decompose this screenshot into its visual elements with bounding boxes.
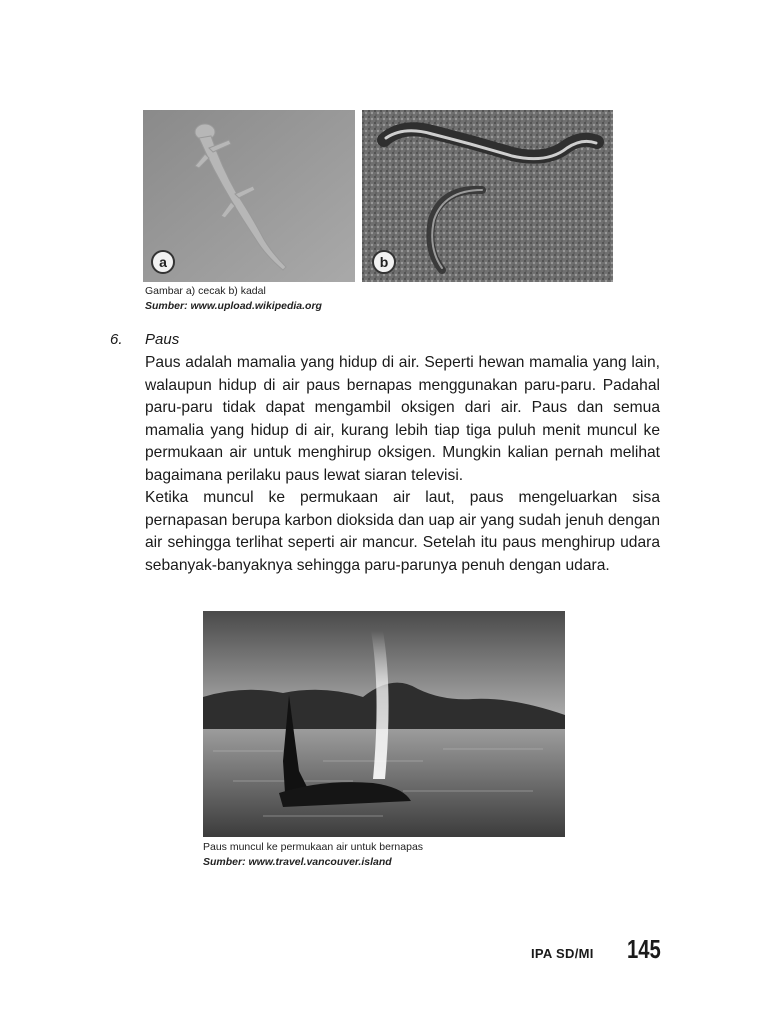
- section-title: Paus: [145, 331, 180, 348]
- paragraph-1: Paus adalah mamalia yang hidup di air. Seperti hewan mamalia yang lain, walaupun hidup di air paus bernapas menggunakan paru-paru. Padahal paru-paru tidak dapat mengambil oksigen dari air. Paus dan semua mamalia yang hidup di air, kurang lebih tiap tiga puluh menit muncul ke permukaan air untuk menghirup oksigen. Mungkin kalian pernah melihat bagaimana perilaku paus lewat siaran televisi.: [145, 354, 660, 484]
- paragraph-2: Ketika muncul ke permukaan air laut, paus mengeluarkan sisa pernapasan berupa karbon dioksida dan uap air yang sudah jenuh dengan air sehingga terlihat seperti air mancur. Setelah itu paus menghirup udara sebanyak-banyaknya sehingga paru-parunya penuh dengan udara.: [145, 489, 660, 574]
- lizard-caption-text: Gambar a) cecak b) kadal: [145, 285, 266, 297]
- whale-caption-source: Sumber: www.travel.vancouver.island: [203, 856, 392, 868]
- whale-photo: [203, 611, 565, 837]
- page-number: 145: [627, 934, 661, 964]
- panel-b-badge: b: [379, 254, 389, 270]
- gecko-photo: [143, 110, 355, 282]
- section-number: 6.: [110, 331, 123, 348]
- lizard-photo: [362, 110, 613, 282]
- whale-figure-caption: [203, 840, 423, 870]
- lizard-caption-source: Sumber: www.upload.wikipedia.org: [145, 300, 322, 312]
- panel-a-badge: a: [159, 254, 167, 270]
- section-body: [145, 352, 660, 577]
- lizard-figure-caption: [145, 284, 322, 314]
- whale-caption-text: Paus muncul ke permukaan air untuk bernapas: [203, 841, 424, 853]
- footer-subject-label: IPA SD/MI: [531, 946, 594, 961]
